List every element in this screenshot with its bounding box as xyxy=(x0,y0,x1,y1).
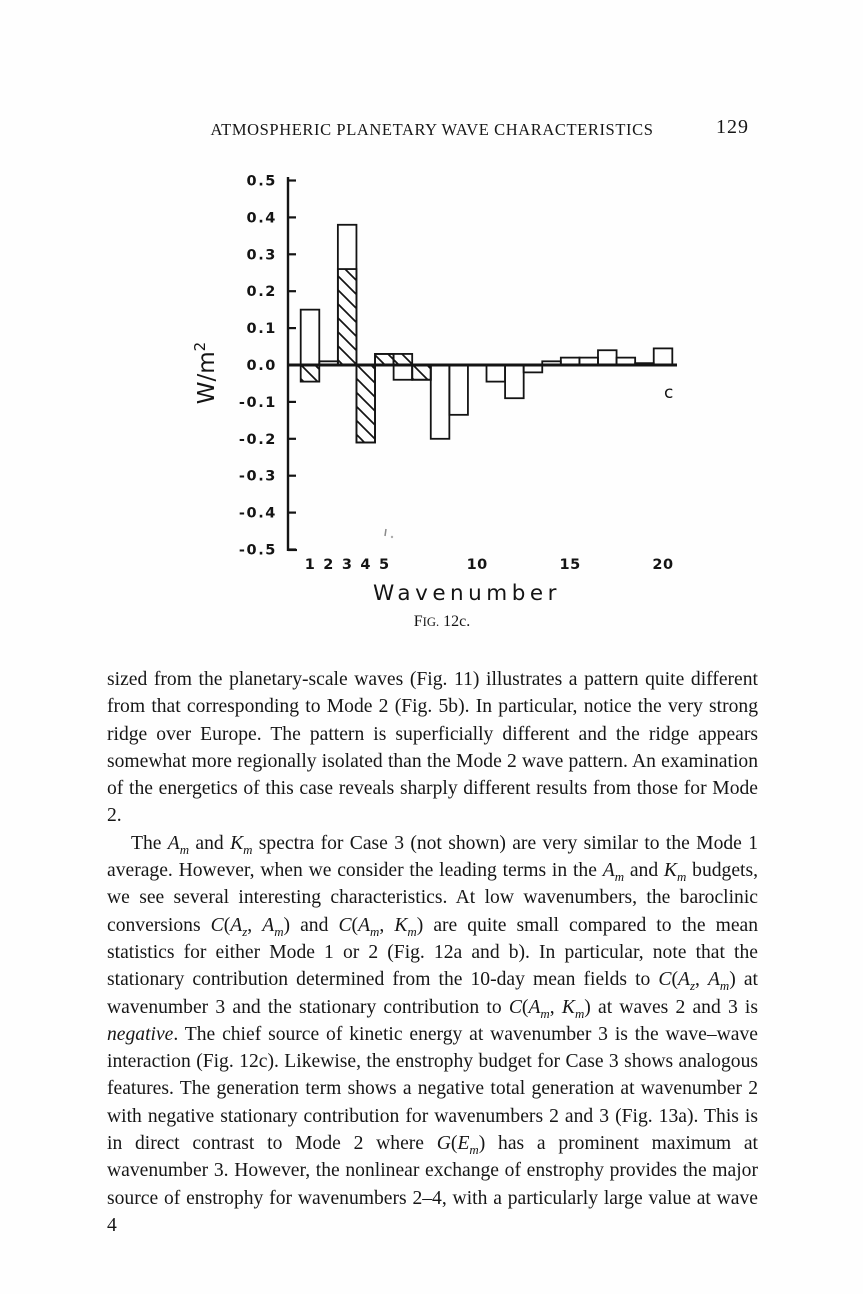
y-tick-label: 0.2 xyxy=(246,284,277,301)
y-tick-label: -0.3 xyxy=(238,468,277,485)
bar-total-wave-20 xyxy=(654,348,673,365)
y-axis-title: $W/m^2$ xyxy=(191,341,220,405)
bar-stationary-wave-5 xyxy=(375,354,394,365)
running-head xyxy=(107,120,757,140)
scan-speck xyxy=(385,529,386,536)
scan-speck-dot xyxy=(391,536,393,538)
bar-total-wave-11 xyxy=(487,365,506,382)
body-paragraph: sized from the planetary-scale waves (Fig. 11) illustrates a pattern quite different from that corresponding to Mode 2 (Fig. 5b). In particular, notice the very strong ridge over Europe. The pattern is superficially different and the ridge appears somewhat more regionally isolated than the Mode 2 wave pattern. An examination of the energetics of this case reveals sharply different results from those for Mode 2. xyxy=(107,669,758,827)
y-tick-label: 0.0 xyxy=(246,358,277,374)
y-tick-label: -0.2 xyxy=(238,431,277,448)
bar-total-wave-1 xyxy=(301,310,320,365)
bar-total-wave-17 xyxy=(598,350,617,365)
x-tick-label: 10 xyxy=(466,557,488,573)
x-tick-label: 15 xyxy=(559,557,581,573)
bar-total-wave-9 xyxy=(449,365,468,415)
y-tick-label: 0.1 xyxy=(246,321,277,338)
running-title: ATMOSPHERIC PLANETARY WAVE CHARACTERISTICS xyxy=(210,120,654,139)
y-tick-label: -0.1 xyxy=(238,394,277,411)
x-tick-label: 20 xyxy=(652,557,674,573)
panel-label: c xyxy=(664,383,674,403)
page-number: 129 xyxy=(716,116,749,138)
figure-12c-chart xyxy=(180,160,710,640)
bar-stationary-wave-3 xyxy=(338,269,357,365)
bar-stationary-wave-4 xyxy=(356,365,375,442)
body-paragraph: The $A_m$ and $K_m$ spectra for Case 3 (not shown) are very similar to the Mode 1 average. However, when we consider the leading terms in the $A_m$ and $K_m$ budgets, we see several interesting characteristics. At low wavenumbers, the baroclinic conversions $C(A_z$, $A_m$) and $C(A_m$, $K_m$) are quite small compared to the mean statistics for either Mode 1 or 2 (Fig. 12a and b). In particular, note that the stationary contribution determined from the 10-day mean fields to $C(A_z$, $A_m$) at wavenumber 3 and the stationary contribution to $C(A_m$, $K_m$) at waves 2 and 3 is negative. The chief source of kinetic energy at wavenumber 3 is the wave–wave interaction (Fig. 12c). Likewise, the enstrophy budget for Case 3 shows analogous features. The generation term shows a negative total generation at wavenumber 2 with negative stationary contribution for wavenumbers 2 and 3 (Fig. 13a). This is in direct contrast to Mode 2 where $G(E_m)$ has a prominent maximum at wavenumber 3. However, the nonlinear exchange of enstrophy provides the major source of enstrophy for wavenumbers 2–4, with a particularly large value at wave 4 xyxy=(107,832,759,1236)
x-tick-label: 3 xyxy=(341,557,353,573)
bar-stationary-wave-1 xyxy=(301,365,320,382)
y-tick-label: 0.3 xyxy=(246,247,277,264)
y-tick-label: 0.5 xyxy=(246,173,277,190)
bar-stationary-wave-7 xyxy=(412,365,431,380)
bar-total-wave-6 xyxy=(394,365,413,380)
bar-stationary-wave-6 xyxy=(394,354,413,365)
y-tick-label: -0.4 xyxy=(238,505,277,522)
x-axis-title: Wavenumber xyxy=(373,581,561,606)
bar-total-wave-8 xyxy=(431,365,450,439)
x-tick-label: 5 xyxy=(379,557,390,573)
y-tick-label: 0.4 xyxy=(246,210,277,227)
x-tick-label: 1 xyxy=(304,557,316,573)
x-tick-label: 2 xyxy=(323,557,334,573)
body-text xyxy=(107,666,758,1239)
x-tick-label: 4 xyxy=(360,557,371,573)
y-tick-label: -0.5 xyxy=(238,542,277,559)
figure-caption: FIG. 12c. xyxy=(413,613,471,630)
bar-total-wave-12 xyxy=(505,365,524,398)
